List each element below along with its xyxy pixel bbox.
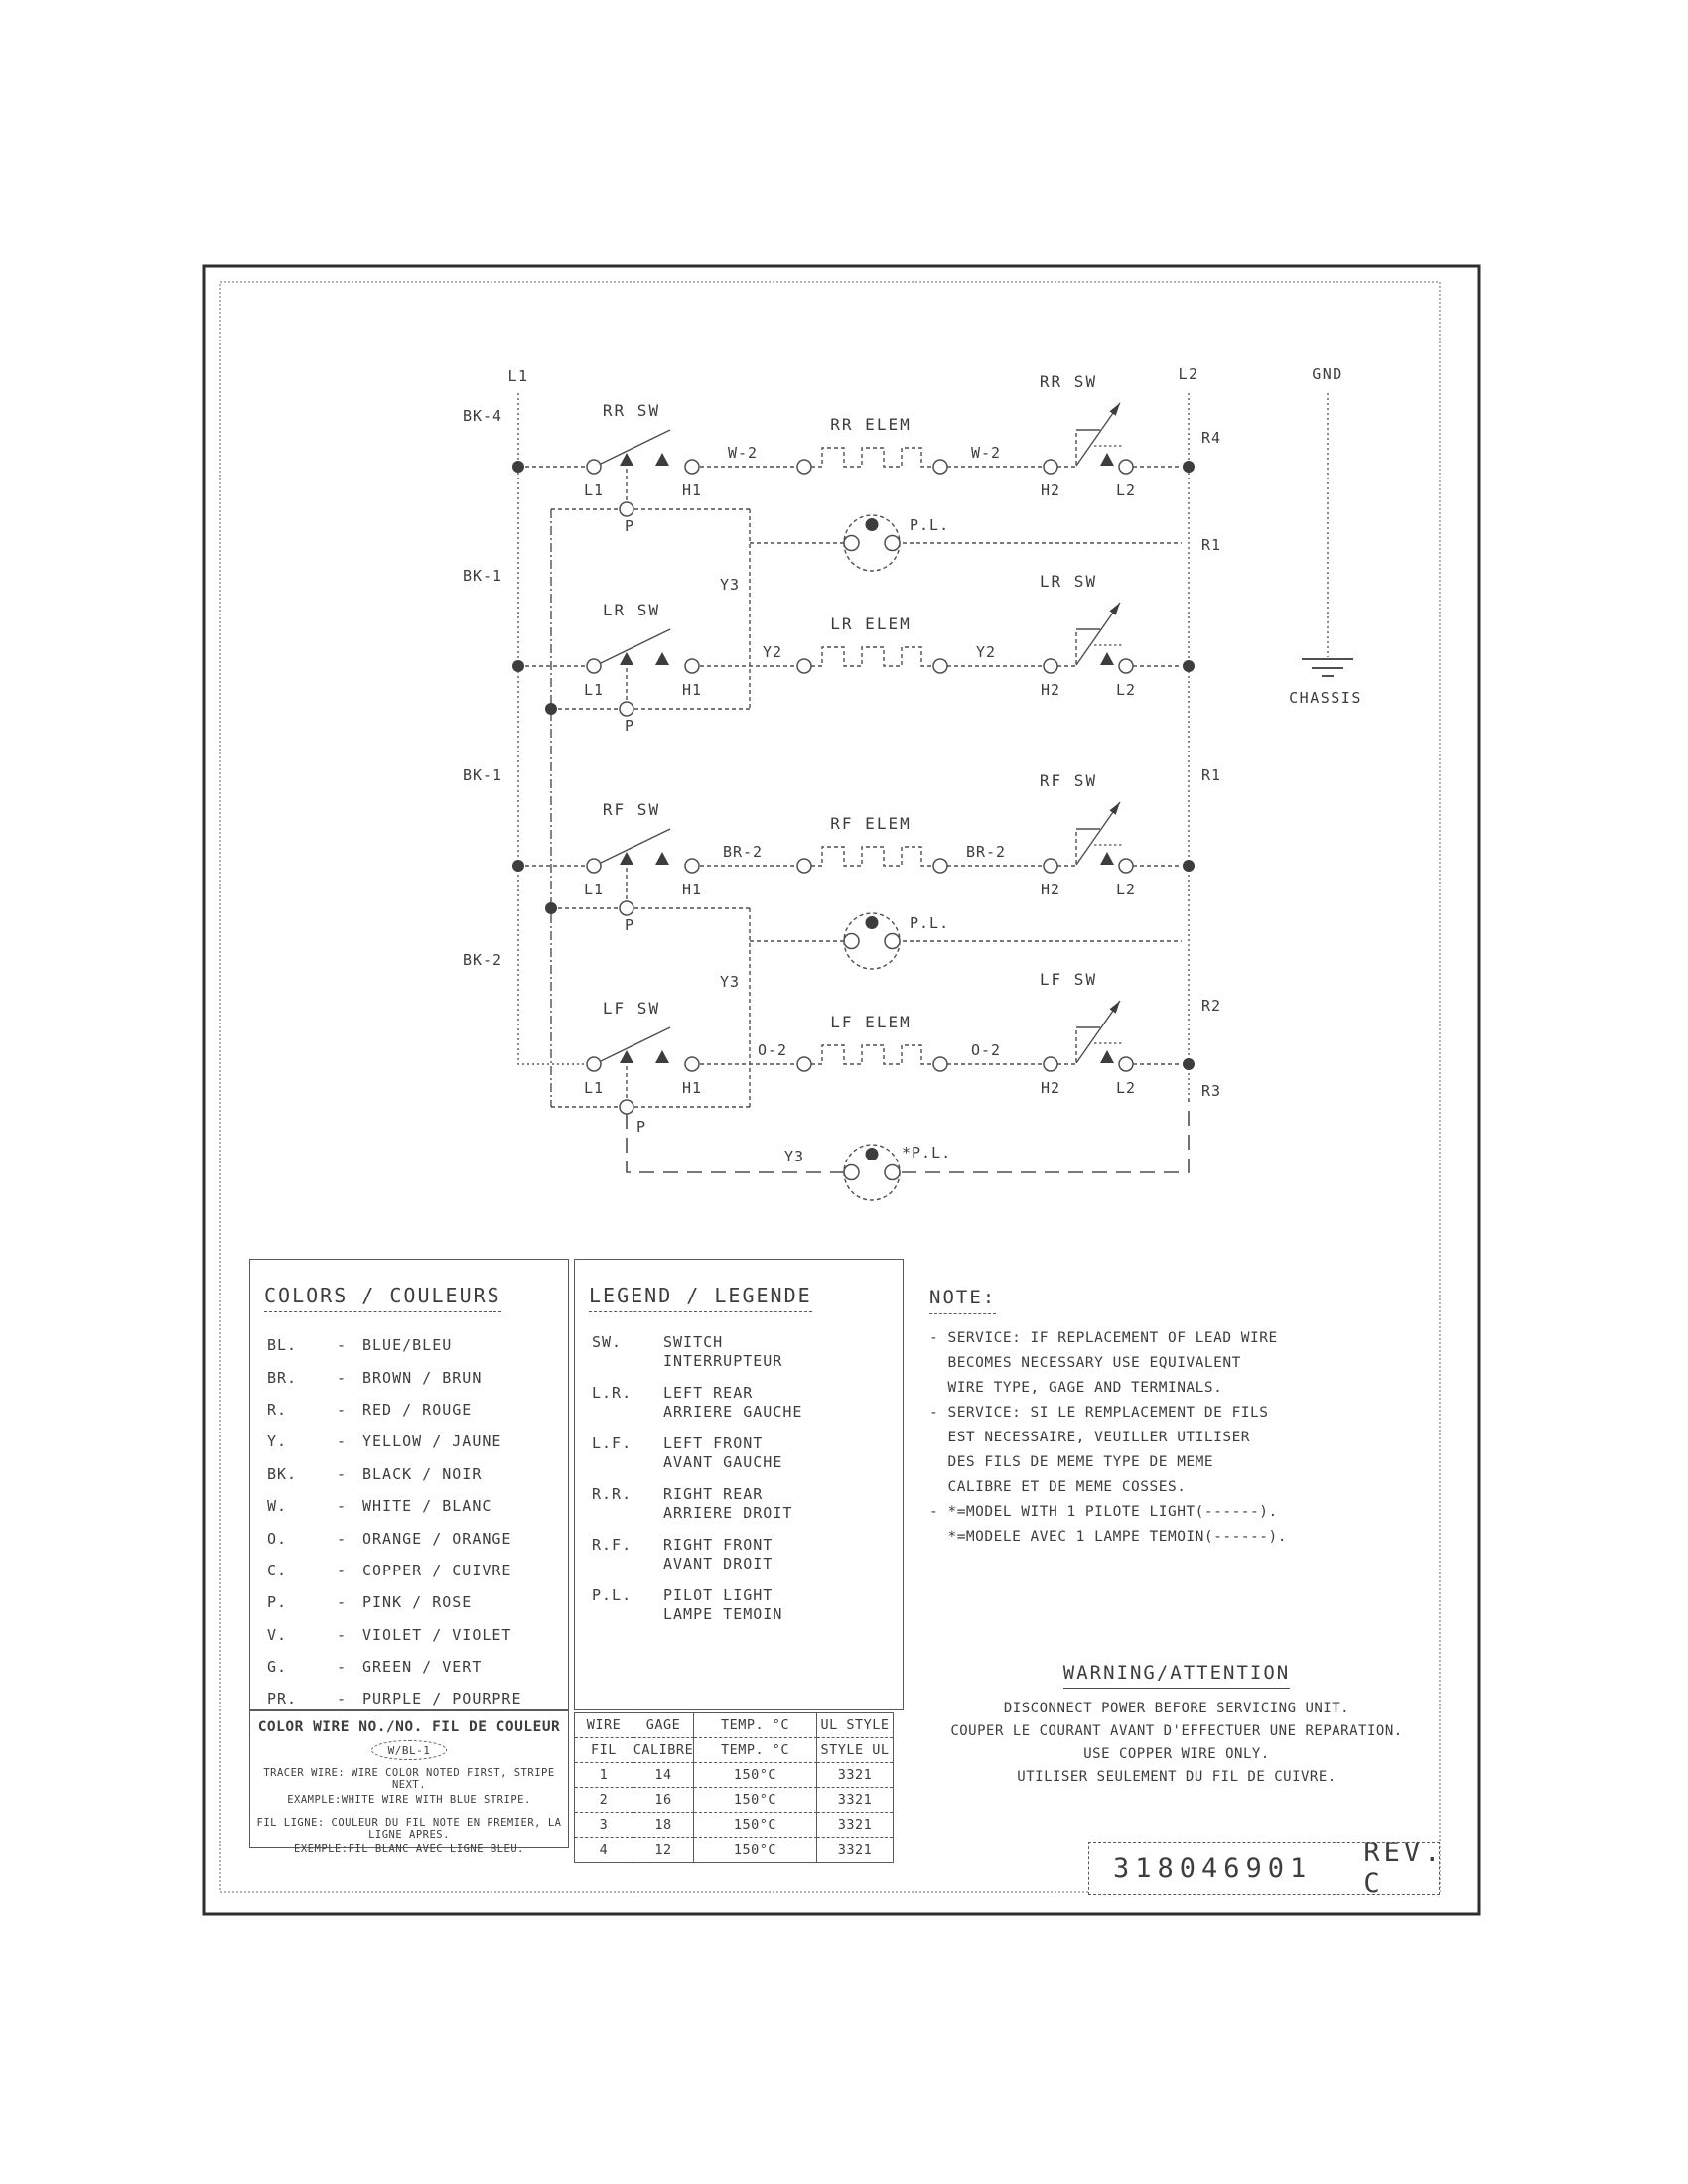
chassis-ground-icon	[1302, 659, 1353, 676]
table-cell: 12	[633, 1838, 694, 1862]
note-line: - SERVICE: IF REPLACEMENT OF LEAD WIRE	[929, 1330, 1278, 1346]
ref-label-r1: R1	[1201, 536, 1222, 554]
rr-inf-sw-label: RR SW	[1039, 372, 1098, 391]
note-line: CALIBRE ET DE MEME COSSES.	[929, 1479, 1187, 1495]
terminal-label: L2	[1115, 681, 1137, 699]
power-buses	[518, 393, 1353, 1102]
lf-sw-label: LF SW	[602, 999, 661, 1018]
note-line: BECOMES NECESSARY USE EQUIVALENT	[929, 1355, 1241, 1371]
note-line: - SERVICE: SI LE REMPLACEMENT DE FILS	[929, 1405, 1269, 1421]
rf-infinite-switch-symbol	[1044, 802, 1133, 873]
table-cell: 3	[575, 1813, 633, 1838]
table-cell: 3321	[837, 1842, 873, 1858]
color-item: C. - COPPER / CUIVRE	[267, 1561, 512, 1579]
wire-label: Y2	[762, 643, 783, 661]
color-wire-number-box	[249, 1710, 569, 1855]
terminal-label: L1	[583, 1079, 605, 1097]
legend-item: L.F. LEFT FRONT AVANT GAUCHE	[592, 1434, 783, 1471]
lr-surface-switch-symbol	[587, 629, 699, 716]
feed-wire-label: BK-2	[462, 951, 503, 969]
wire-label: O-2	[970, 1041, 1002, 1059]
lr-element-symbol	[797, 647, 947, 673]
table-cell: 150°C	[694, 1813, 817, 1838]
note-line: *=MODELE AVEC 1 LAMPE TEMOIN(------).	[929, 1529, 1287, 1545]
legend-list	[575, 1333, 903, 1637]
l1-label: L1	[507, 367, 529, 385]
note-title: NOTE:	[929, 1287, 996, 1314]
tracer-wire-note: TRACER WIRE: WIRE COLOR NOTED FIRST, STRIPE NEXT.	[263, 1767, 555, 1791]
wire-label: Y2	[975, 643, 997, 661]
l2-label: L2	[1178, 365, 1199, 383]
terminal-label: H1	[681, 681, 703, 699]
color-item: BK. - BLACK / NOIR	[267, 1464, 483, 1483]
ref-label-r3: R3	[1201, 1082, 1222, 1100]
table-cell: 150°C	[694, 1838, 817, 1862]
wire-label: W-2	[970, 444, 1002, 462]
y3-wire-label: Y3	[783, 1148, 805, 1165]
y3-wire-label: Y3	[719, 973, 741, 991]
part-number: 318046901	[1113, 1852, 1313, 1884]
lf-elem-label: LF ELEM	[830, 1013, 912, 1031]
circuit-row-lr	[512, 572, 1195, 735]
warning-line: DISCONNECT POWER BEFORE SERVICING UNIT.	[1003, 1701, 1350, 1716]
schematic-labels	[463, 365, 1362, 1100]
ref-label-r2: R2	[1201, 997, 1222, 1015]
table-header-cell: CALIBRE	[633, 1738, 694, 1763]
terminal-label: H2	[1040, 681, 1061, 699]
legend-box-title: LEGEND / LEGENDE	[575, 1260, 903, 1312]
wire-gage-table	[574, 1712, 894, 1863]
rf-element-symbol	[797, 847, 947, 873]
lr-inf-sw-label: LR SW	[1039, 572, 1098, 591]
lr-elem-label: LR ELEM	[830, 614, 912, 633]
terminal-label: H2	[1040, 481, 1061, 499]
terminal-label: L1	[583, 681, 605, 699]
wire-label: O-2	[757, 1041, 788, 1059]
table-cell: 1	[575, 1763, 633, 1788]
gnd-label: GND	[1312, 365, 1343, 383]
wire-label: W-2	[727, 444, 759, 462]
table-cell: 3321	[817, 1788, 893, 1813]
terminal-label: P	[624, 916, 635, 934]
table-header-cell: GAGE	[633, 1713, 694, 1738]
table-header-cell: FIL	[575, 1738, 633, 1763]
legend-item: SW. SWITCH INTERRUPTEUR	[592, 1333, 783, 1370]
color-item: W. - WHITE / BLANC	[267, 1497, 492, 1516]
pilot-light-1-icon	[844, 515, 900, 571]
color-item: BL. - BLUE/BLEU	[267, 1336, 453, 1355]
lf-surface-switch-symbol	[587, 1027, 699, 1114]
table-cell: 3321	[817, 1813, 893, 1838]
pilot-light-2-icon	[844, 913, 900, 969]
color-item: Y. - YELLOW / JAUNE	[267, 1433, 502, 1451]
terminal-label: H1	[681, 881, 703, 898]
wire-label: BR-2	[965, 843, 1007, 861]
note-line: WIRE TYPE, GAGE AND TERMINALS.	[929, 1380, 1223, 1396]
terminal-label: P	[624, 517, 635, 535]
circuit-row-rf	[512, 771, 1195, 934]
color-item: O. - ORANGE / ORANGE	[267, 1529, 512, 1548]
table-cell: 150°C	[694, 1788, 817, 1813]
table-cell: 14	[633, 1763, 694, 1788]
color-item: V. - VIOLET / VIOLET	[267, 1625, 512, 1644]
color-item: P. - PINK / ROSE	[267, 1593, 473, 1612]
note-block	[929, 1287, 1441, 1550]
legend-item: L.R. LEFT REAR ARRIERE GAUCHE	[592, 1384, 803, 1421]
table-cell: 18	[633, 1813, 694, 1838]
note-line: - *=MODEL WITH 1 PILOTE LIGHT(------).	[929, 1504, 1278, 1520]
l1-bus	[518, 393, 587, 1064]
color-item: R. - RED / ROUGE	[267, 1400, 473, 1419]
terminal-label: H2	[1040, 881, 1061, 898]
lf-element-symbol	[797, 1045, 947, 1071]
table-cell: 150°C	[694, 1763, 817, 1788]
warning-title: WARNING/ATTENTION	[1063, 1662, 1290, 1689]
colors-box-title: COLORS / COULEURS	[250, 1260, 568, 1312]
pilot1-label: P.L.	[910, 516, 950, 534]
terminal-label: L2	[1115, 881, 1137, 898]
color-item: BR. - BROWN / BRUN	[267, 1368, 483, 1387]
legend-item: R.R. RIGHT REAR ARRIERE DROIT	[592, 1485, 793, 1522]
color-item: PR. - PURPLE / POURPRE	[267, 1690, 522, 1708]
terminal-label: L1	[583, 881, 605, 898]
terminal-label: H1	[681, 481, 703, 499]
color-wire-box-title: COLOR WIRE NO./NO. FIL DE COULEUR	[257, 1719, 561, 1735]
circuit-row-lf	[584, 970, 1195, 1136]
rr-infinite-switch-symbol	[1044, 403, 1133, 474]
warning-line: COUPER LE COURANT AVANT D'EFFECTUER UNE REPARATION.	[950, 1723, 1403, 1739]
terminal-label: P	[624, 717, 635, 735]
terminal-label: H2	[1040, 1079, 1061, 1097]
table-cell: 16	[633, 1788, 694, 1813]
rr-sw-label: RR SW	[602, 401, 661, 420]
table-header-cell: WIRE	[575, 1713, 633, 1738]
rr-elem-label: RR ELEM	[830, 415, 912, 434]
pilot3-wire-optional	[627, 1100, 1189, 1172]
color-item: G. - GREEN / VERT	[267, 1658, 483, 1677]
circuit-row-rr	[512, 372, 1195, 535]
legend-item: R.F. RIGHT FRONT AVANT DROIT	[592, 1536, 774, 1572]
feed-wire-label: BK-4	[462, 407, 503, 425]
lf-infinite-switch-symbol	[1044, 1001, 1133, 1071]
warning-lines	[923, 1698, 1430, 1789]
terminal-label: P	[635, 1118, 647, 1136]
lf-inf-sw-label: LF SW	[1039, 970, 1098, 989]
colors-legend-box	[249, 1259, 569, 1710]
pilot3-label: *P.L.	[902, 1144, 952, 1161]
y3-wire-label: Y3	[719, 576, 741, 594]
feed-wire-label: BK-1	[462, 567, 503, 585]
rr-surface-switch-symbol	[587, 430, 699, 516]
terminal-label: H1	[681, 1079, 703, 1097]
ref-label-r1: R1	[1201, 766, 1222, 784]
feed-wire-label: BK-1	[462, 766, 503, 784]
pilot2-label: P.L.	[910, 914, 950, 932]
fil-ligne-example: EXEMPLE:FIL BLANC AVEC LIGNE BLEU.	[294, 1843, 524, 1855]
tracer-wire-example-oval: W/BL-1	[371, 1740, 448, 1760]
rr-element-symbol	[797, 448, 947, 474]
table-header-cell: STYLE UL	[817, 1738, 893, 1763]
ref-label-r4: R4	[1201, 429, 1222, 447]
legend-box	[574, 1259, 904, 1710]
revision-label: REV. C	[1363, 1838, 1445, 1899]
rf-surface-switch-symbol	[587, 829, 699, 915]
table-cell: 2	[575, 1788, 633, 1813]
table-header-cell: TEMP. °C	[694, 1713, 817, 1738]
warning-line: USE COPPER WIRE ONLY.	[1083, 1746, 1270, 1762]
rf-sw-label: RF SW	[602, 800, 661, 819]
table-header-cell: UL STYLE	[817, 1713, 893, 1738]
terminal-label: L2	[1115, 1079, 1137, 1097]
terminal-label: L2	[1115, 481, 1137, 499]
table-cell: 4	[575, 1838, 633, 1862]
lr-sw-label: LR SW	[602, 601, 661, 619]
tracer-wire-example: EXAMPLE:WHITE WIRE WITH BLUE STRIPE.	[287, 1794, 531, 1806]
rf-inf-sw-label: RF SW	[1039, 771, 1098, 790]
lr-infinite-switch-symbol	[1044, 603, 1133, 673]
chassis-label: CHASSIS	[1289, 689, 1362, 707]
rf-elem-label: RF ELEM	[830, 814, 912, 833]
fil-ligne-note: FIL LIGNE: COULEUR DU FIL NOTE EN PREMIER, LA LIGNE APRES.	[256, 1817, 562, 1841]
colors-list	[250, 1329, 568, 1715]
wire-label: BR-2	[722, 843, 764, 861]
table-cell: 3321	[817, 1763, 893, 1788]
note-lines	[929, 1326, 1441, 1550]
note-line: EST NECESSAIRE, VEUILLER UTILISER	[929, 1430, 1251, 1445]
note-line: DES FILS DE MEME TYPE DE MEME	[929, 1454, 1214, 1470]
title-block	[1088, 1838, 1445, 1899]
pilot-light-3-icon	[844, 1145, 900, 1200]
warning-block	[923, 1662, 1430, 1789]
warning-line: UTILISER SEULEMENT DU FIL DE CUIVRE.	[1017, 1769, 1336, 1785]
table-header-cell: TEMP. °C	[694, 1738, 817, 1763]
terminal-label: L1	[583, 481, 605, 499]
legend-item: P.L. PILOT LIGHT LAMPE TEMOIN	[592, 1586, 783, 1623]
